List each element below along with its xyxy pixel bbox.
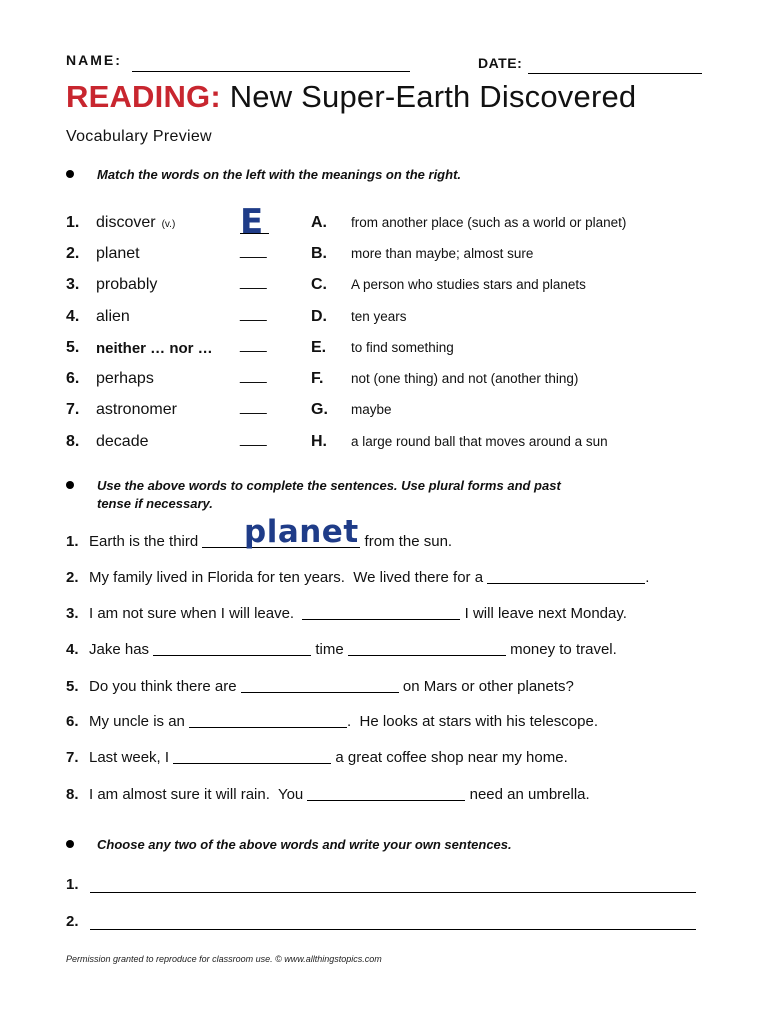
vocab-word [96, 245, 140, 263]
sentence-blank[interactable] [307, 786, 465, 801]
vocab-number: 6. [66, 370, 80, 387]
sentence-segment: Do you think there are [89, 678, 241, 695]
meaning-letter: E. [311, 339, 327, 356]
vocab-word-text: planet [96, 245, 140, 262]
vocab-answer-line [240, 233, 269, 234]
vocab-word-text: decade [96, 433, 149, 450]
sentence-text [89, 569, 649, 586]
sentence-segment: I am almost sure it will rain. You [89, 786, 308, 803]
name-label: NAME: [66, 52, 122, 68]
meaning-text: A person who studies stars and planets [351, 277, 586, 292]
sentence-segment: My family lived in Florida for ten years. We lived there for a [89, 569, 488, 586]
vocab-answer-blank[interactable]: ___ [240, 367, 267, 384]
title-text: New Super-Earth Discovered [229, 79, 637, 114]
meaning-letter: G. [311, 401, 328, 418]
sentence-text [89, 713, 598, 730]
meaning-text: to find something [351, 340, 454, 355]
sentence-number: 3. [66, 605, 79, 622]
sentence-text [89, 641, 617, 658]
vocab-word-text: perhaps [96, 370, 154, 387]
vocab-answer-blank[interactable]: ___ [240, 273, 267, 290]
vocab-number: 7. [66, 401, 80, 418]
name-field[interactable] [132, 55, 410, 72]
sentence-text [89, 605, 627, 622]
vocab-answer-blank[interactable]: ___ [240, 305, 267, 322]
meaning-text: not (one thing) and not (another thing) [351, 371, 579, 386]
meaning-letter: A. [311, 214, 327, 231]
vocab-number: 5. [66, 339, 80, 356]
sentence-segment: . [645, 569, 650, 586]
sentence-segment: money to travel. [505, 641, 617, 658]
sentence-blank[interactable] [153, 641, 311, 656]
meaning-text: ten years [351, 309, 407, 324]
sentence-blank[interactable] [173, 749, 331, 764]
footer-permission: Permission granted to reproduce for classroom use. © www.allthingstopics.com [66, 954, 382, 964]
vocab-answer-blank[interactable]: ___ [240, 430, 267, 447]
vocab-number: 1. [66, 214, 80, 231]
sentence-text [89, 749, 568, 766]
sentence-number: 6. [66, 713, 79, 730]
vocab-number: 8. [66, 433, 80, 450]
vocab-word-text: alien [96, 308, 130, 325]
section2-instruction-line2: tense if necessary. [97, 496, 213, 511]
sentence-segment: Last week, I [89, 749, 174, 766]
section3-instruction: Choose any two of the above words and write your own sentences. [97, 837, 512, 852]
sentence-number: 1. [66, 533, 79, 550]
sentence-segment: I am not sure when I will leave. [89, 605, 303, 622]
sentence-segment: from the sun. [360, 533, 453, 550]
sentence-segment: time [311, 641, 348, 658]
bullet-icon [66, 840, 74, 848]
sentence-segment: a great coffee shop near my home. [331, 749, 568, 766]
meaning-letter: D. [311, 308, 327, 325]
title-prefix: READING: [66, 79, 221, 114]
sentence-segment: I will leave next Monday. [460, 605, 627, 622]
sentence-number: 7. [66, 749, 79, 766]
sentence-segment: Earth is the third [89, 533, 203, 550]
vocab-word-text: neither … nor … [96, 340, 213, 357]
page-title [66, 79, 636, 115]
sentence-number: 4. [66, 641, 79, 658]
vocab-number: 2. [66, 245, 80, 262]
vocab-word [96, 433, 149, 451]
date-field[interactable] [528, 57, 702, 74]
bullet-icon [66, 170, 74, 178]
own-sentence-line[interactable] [90, 891, 696, 893]
meaning-text: more than maybe; almost sure [351, 246, 534, 261]
vocab-answer-blank[interactable]: ___ [240, 242, 267, 259]
vocab-answer-blank[interactable]: ___ [240, 398, 267, 415]
meaning-letter: B. [311, 245, 327, 262]
vocab-word-text: probably [96, 276, 158, 293]
vocab-number: 3. [66, 276, 80, 293]
vocab-word-text: discover [96, 214, 156, 231]
vocab-word [96, 214, 175, 232]
own-sentence-number: 1. [66, 876, 79, 893]
sentence-blank[interactable] [348, 641, 506, 656]
sentence-segment: on Mars or other planets? [398, 678, 574, 695]
sentence-text [89, 678, 574, 695]
sentence-blank[interactable] [189, 713, 347, 728]
vocab-word [96, 308, 130, 326]
section2-instruction [97, 477, 687, 513]
sentence-blank[interactable] [302, 605, 460, 620]
sentence-number: 2. [66, 569, 79, 586]
own-sentence-line[interactable] [90, 928, 696, 930]
vocab-answer-blank[interactable]: ___ [240, 336, 267, 353]
sentence-segment: need an umbrella. [465, 786, 590, 803]
section1-instruction: Match the words on the left with the meanings on the right. [97, 167, 462, 182]
meaning-text: a large round ball that moves around a sun [351, 434, 608, 449]
sentence-segment: My uncle is an [89, 713, 190, 730]
vocab-word-text: astronomer [96, 401, 177, 418]
vocab-word [96, 276, 157, 294]
subtitle: Vocabulary Preview [66, 128, 212, 145]
sentence-number: 5. [66, 678, 79, 695]
vocab-answer-handwritten[interactable]: E [240, 202, 264, 242]
vocab-word [96, 401, 177, 419]
sentence-segment: Jake has [89, 641, 154, 658]
sentence-blank[interactable] [241, 678, 399, 693]
meaning-letter: H. [311, 433, 327, 450]
sentence-number: 8. [66, 786, 79, 803]
sentence-text [89, 786, 590, 803]
sentence-blank[interactable] [487, 569, 645, 584]
section2-instruction-line1: Use the above words to complete the sentences. Use plural forms and past [97, 478, 561, 493]
meaning-text: from another place (such as a world or planet) [351, 215, 627, 230]
handwritten-answer: planet [244, 514, 359, 550]
own-sentence-number: 2. [66, 913, 79, 930]
meaning-letter: C. [311, 276, 327, 293]
sentence-segment: . He looks at stars with his telescope. [347, 713, 598, 730]
vocab-part-of-speech: (v.) [161, 219, 176, 230]
meaning-letter: F. [311, 370, 324, 387]
vocab-number: 4. [66, 308, 80, 325]
date-label: DATE: [478, 55, 523, 71]
vocab-word [96, 370, 154, 388]
meaning-text: maybe [351, 402, 392, 417]
bullet-icon [66, 481, 74, 489]
vocab-word [96, 340, 213, 357]
